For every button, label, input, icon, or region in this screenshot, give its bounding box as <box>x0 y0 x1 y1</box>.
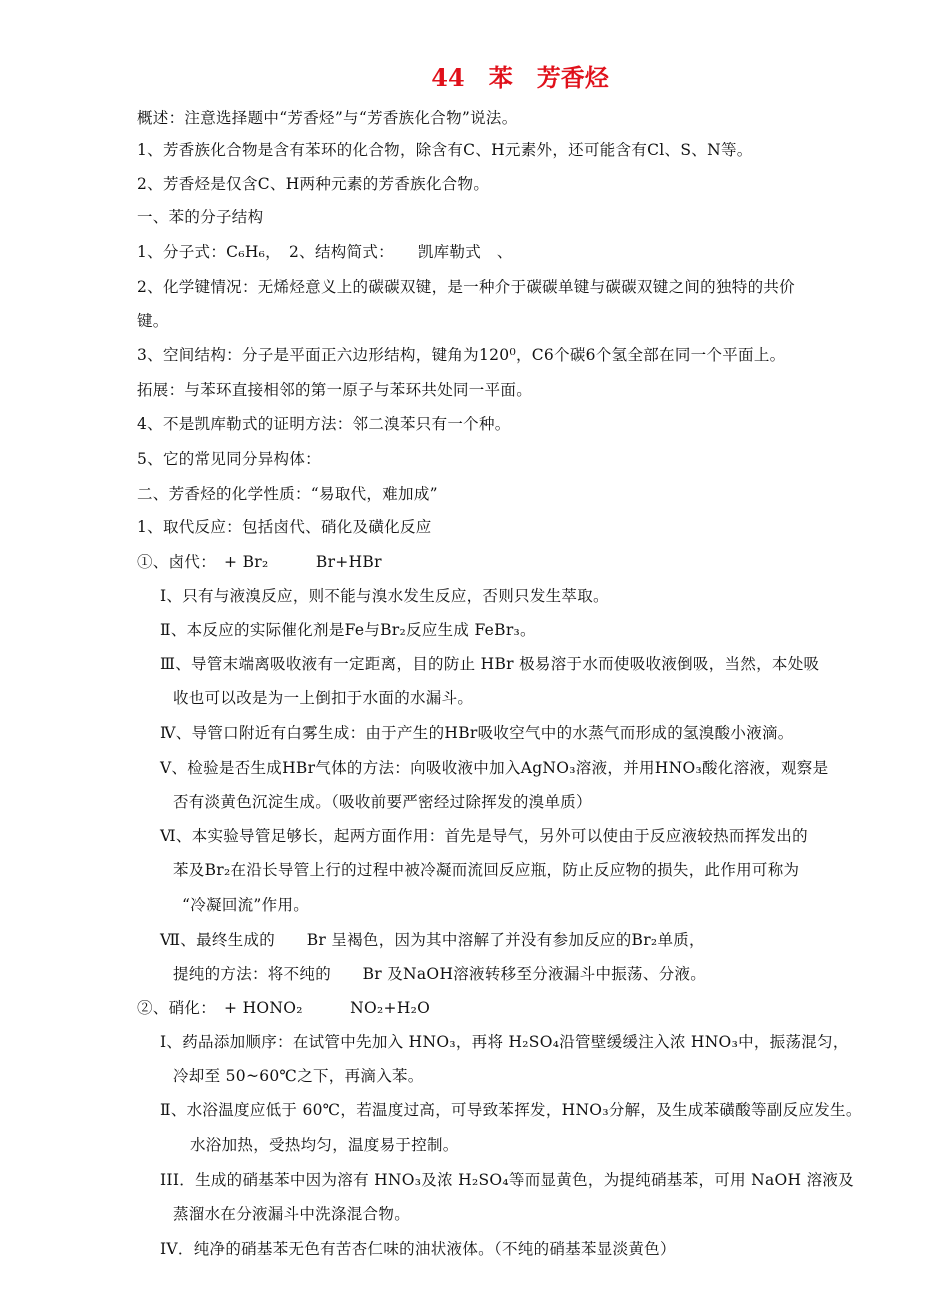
text-line: Ⅰ、只有与液溴反应，则不能与溴水发生反应，否则只发生萃取。 <box>160 587 609 605</box>
text-line: Ⅱ、本反应的实际催化剂是Fe与Br₂反应生成 FeBr₃。 <box>160 621 536 639</box>
text-line: ②、硝化： + HONO₂ NO₂+H₂O <box>137 999 431 1017</box>
text-line: 1、取代反应：包括卤代、硝化及磺化反应 <box>137 518 432 536</box>
text-line: 蒸溜水在分液漏斗中洗涤混合物。 <box>173 1205 411 1223</box>
text-line: 4、不是凯库勒式的证明方法：邻二溴苯只有一个种。 <box>137 415 511 433</box>
text-line: “冷凝回流”作用。 <box>182 896 310 914</box>
text-line: 5、它的常见同分异构体： <box>137 450 321 468</box>
text-line: ①、卤代： + Br₂ Br+HBr <box>137 553 382 571</box>
text-line: 1、芳香族化合物是含有苯环的化合物，除含有C、H元素外，还可能含有Cl、S、N等。 <box>137 141 753 159</box>
text-line: Ⅰ、药品添加顺序：在试管中先加入 HNO₃，再将 H₂SO₄沿管壁缓缓注入浓 HNO₃中，振荡混匀， <box>160 1033 849 1051</box>
text-line: Ⅴ、检验是否生成HBr气体的方法：向吸收液中加入AgNO₃溶液，并用HNO₃酸化溶液，观察是 <box>160 759 829 777</box>
text-line: 拓展：与苯环直接相邻的第一原子与苯环共处同一平面。 <box>137 381 533 399</box>
text-line: Ⅳ、导管口附近有白雾生成：由于产生的HBr吸收空气中的水蒸气而形成的氢溴酸小液滴。 <box>160 724 794 742</box>
text-line: 苯及Br₂在沿长导管上行的过程中被冷凝而流回反应瓶，防止反应物的损失，此作用可称为 <box>173 861 800 879</box>
text-line: 概述：注意选择题中“芳香烃”与“芳香族化合物”说法。 <box>137 109 518 127</box>
text-line: Ⅲ、导管末端离吸收液有一定距离，目的防止 HBr 极易溶于水而使吸收液倒吸，当然，本处吸 <box>160 655 820 673</box>
text-line: Ⅱ、水浴温度应低于 60℃，若温度过高，可导致苯挥发，HNO₃分解，及生成苯磺酸等副反应发生。 <box>160 1101 862 1119</box>
text-line: IV．纯净的硝基苯无色有苦杏仁味的油状液体。（不纯的硝基苯显淡黄色） <box>160 1240 676 1258</box>
text-line: 二、芳香烃的化学性质：“易取代，难加成” <box>137 485 438 503</box>
text-line: 冷却至 50~60℃之下，再滴入苯。 <box>173 1067 424 1085</box>
text-line: 一、苯的分子结构 <box>137 208 264 226</box>
text-line: 2、化学键情况：无烯烃意义上的碳碳双键，是一种介于碳碳单键与碳碳双键之间的独特的共价 <box>137 278 795 296</box>
document-title: 44 苯 芳香烃 <box>431 63 609 92</box>
text-line: 收也可以改是为一上倒扣于水面的水漏斗。 <box>173 689 474 707</box>
text-line: 水浴加热，受热均匀，温度易于控制。 <box>190 1136 459 1154</box>
text-line: 2、芳香烃是仅含C、H两种元素的芳香族化合物。 <box>137 175 490 193</box>
text-line: 否有淡黄色沉淀生成。（吸收前要严密经过除挥发的溴单质） <box>173 793 592 811</box>
text-line: Ⅶ、最终生成的 Br 呈褐色，因为其中溶解了并没有参加反应的Br₂单质， <box>160 931 705 949</box>
text-line: 键。 <box>137 312 169 330</box>
text-line: Ⅵ、本实验导管足够长，起两方面作用：首先是导气，另外可以使由于反应液较热而挥发出的 <box>160 827 808 845</box>
text-line: III．生成的硝基苯中因为溶有 HNO₃及浓 H₂SO₄等而显黄色，为提纯硝基苯，可用 NaOH 溶液及 <box>160 1171 854 1189</box>
text-line: 1、分子式：C₆H₆， 2、结构简式： 凯库勒式 、 <box>137 243 513 261</box>
text-line: 提纯的方法：将不纯的 Br 及NaOH溶液转移至分液漏斗中振荡、分液。 <box>173 965 707 983</box>
text-line: 3、空间结构：分子是平面正六边形结构，键角为120⁰，C6个碳6个氢全部在同一个平面上。 <box>137 346 786 364</box>
